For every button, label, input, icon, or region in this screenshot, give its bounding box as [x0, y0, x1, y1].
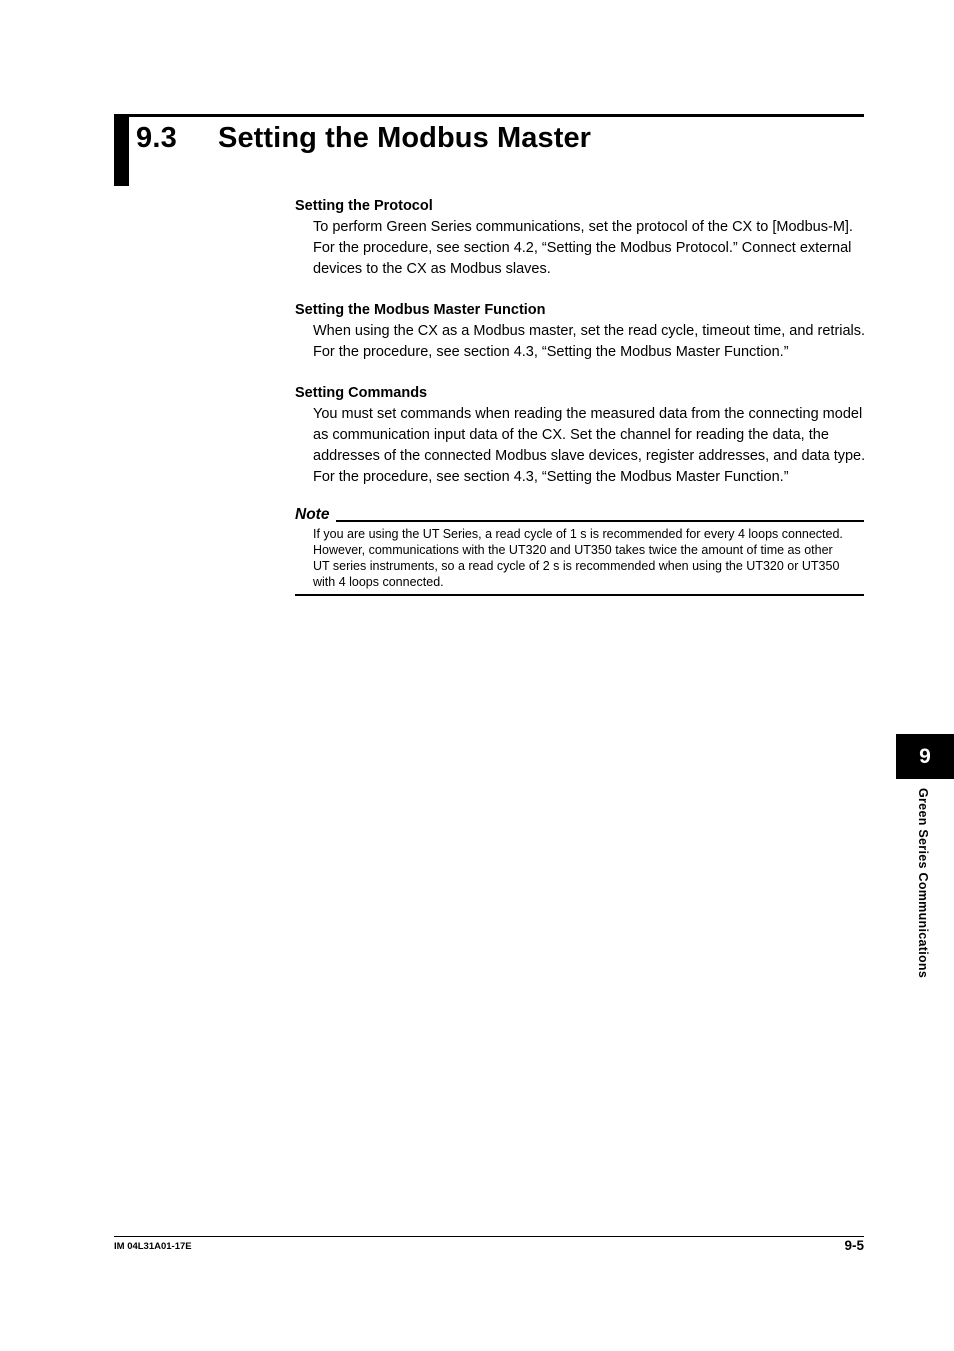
text-line: To perform Green Series communications, set the protocol of the CX to [Modbus-M]. [313, 219, 853, 235]
title-rule [114, 114, 864, 117]
note-line: UT series instruments, so a read cycle of 2 s is recommended when using the UT320 or UT350 [313, 559, 840, 573]
note-line: If you are using the UT Series, a read cycle of 1 s is recommended for every 4 loops connected. [313, 527, 843, 541]
subsection-heading-commands: Setting Commands [295, 385, 428, 401]
text-line: You must set commands when reading the measured data from the connecting model [313, 406, 863, 422]
chapter-tab-label: Green Series Communications [916, 788, 930, 979]
chapter-tab [896, 734, 954, 779]
text-line: devices to the CX as Modbus slaves. [313, 261, 551, 277]
chapter-tab-number: 9 [919, 744, 931, 768]
text-line: addresses of the connected Modbus slave devices, register addresses, and data type. [313, 448, 866, 464]
subsection-body-master-function [313, 321, 873, 363]
note-label: Note [295, 506, 330, 523]
note-line: with 4 loops connected. [313, 575, 444, 589]
section-number: 9.3 [136, 122, 177, 154]
page-title: Setting the Modbus Master [218, 122, 592, 154]
note-divider-bottom [295, 594, 864, 596]
subsection-body-protocol [313, 217, 873, 280]
subsection-body-commands [313, 404, 873, 488]
note-line: However, communications with the UT320 and UT350 takes twice the amount of time as other [313, 543, 833, 557]
text-line: When using the CX as a Modbus master, set the read cycle, timeout time, and retrials. [313, 323, 866, 339]
note-body [313, 526, 873, 590]
title-marker-bar [114, 114, 129, 186]
text-line: For the procedure, see section 4.3, “Setting the Modbus Master Function.” [313, 344, 789, 360]
note-divider-top [336, 520, 864, 522]
footer-rule [114, 1236, 864, 1237]
subsection-heading-master-function: Setting the Modbus Master Function [295, 302, 546, 318]
subsection-heading-protocol: Setting the Protocol [295, 198, 433, 214]
text-line: For the procedure, see section 4.2, “Setting the Modbus Protocol.” Connect external [313, 240, 852, 256]
text-line: For the procedure, see section 4.3, “Setting the Modbus Master Function.” [313, 469, 789, 485]
page-number: 9-5 [844, 1238, 864, 1253]
footer-doc-id: IM 04L31A01-17E [114, 1241, 192, 1252]
text-line: as communication input data of the CX. Set the channel for reading the data, the [313, 427, 829, 443]
